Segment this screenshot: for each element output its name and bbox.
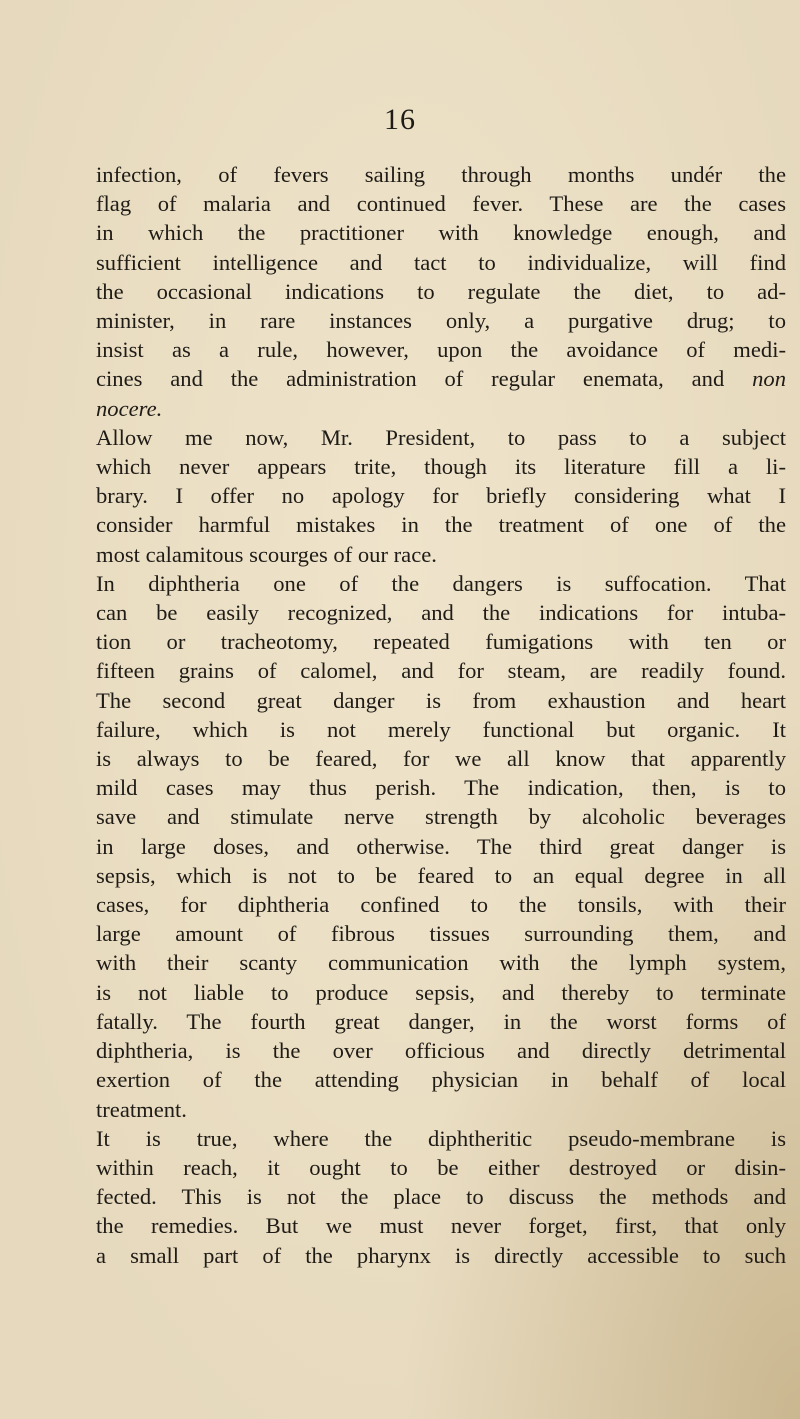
text-line: can be easily recognized, and the indications for intuba- — [96, 600, 786, 626]
text-line: with their scanty communication with the lymph system, — [96, 950, 786, 976]
text-line: diphtheria, is the over officious and directly detrimental — [96, 1038, 786, 1064]
text-line: fatally. The fourth great danger, in the worst forms of — [96, 1008, 786, 1034]
text-line: is not liable to produce sepsis, and thereby to terminate — [96, 979, 786, 1005]
text-line: failure, which is not merely functional but organic. It — [96, 716, 786, 742]
text-line: In diphtheria one of the dangers is suffocation. That — [96, 570, 786, 596]
text-line: mild cases may thus perish. The indication, then, is to — [96, 775, 786, 801]
text-line: minister, in rare instances only, a purgative drug; to — [96, 308, 786, 334]
text-line: flag of malaria and continued fever. These are the cases — [96, 191, 786, 217]
text-line: The second great danger is from exhaustion and heart — [96, 687, 786, 713]
text-line: tion or tracheotomy, repeated fumigations with ten or — [96, 629, 786, 655]
text-line: sufficient intelligence and tact to individualize, will find — [96, 249, 786, 275]
text-line: which never appears trite, though its literature fill a li- — [96, 454, 786, 480]
text-line: the occasional indications to regulate the diet, to ad- — [96, 278, 786, 304]
italic-phrase: non — [752, 366, 786, 392]
text-line: sepsis, which is not to be feared to an equal degree in all — [96, 862, 786, 888]
body-text — [96, 160, 786, 1270]
italic-line — [96, 394, 786, 423]
page-number: 16 — [384, 103, 416, 136]
text-line: in large doses, and otherwise. The third great danger is — [96, 833, 786, 859]
text-line: exertion of the attending physician in behalf of local — [96, 1067, 786, 1093]
text-line: fected. This is not the place to discuss the methods and — [96, 1184, 786, 1210]
text-line: insist as a rule, however, upon the avoidance of medi- — [96, 337, 786, 363]
italic-phrase: nocere. — [96, 395, 163, 421]
text-line: save and stimulate nerve strength by alcoholic beverages — [96, 804, 786, 830]
text-line: consider harmful mistakes in the treatment of one of the — [96, 512, 786, 538]
text-line: large amount of fibrous tissues surrounding them, and — [96, 921, 786, 947]
text-line: a small part of the pharynx is directly accessible to such — [96, 1242, 786, 1268]
text-line: infection, of fevers sailing through months undér the — [96, 162, 786, 187]
text-segment: cines and the administration of regular enemata, and — [96, 366, 725, 392]
text-line: the remedies. But we must never forget, first, that only — [96, 1213, 786, 1239]
text-line-with-italic — [96, 364, 786, 393]
text-line: fifteen grains of calomel, and for steam, are readily found. — [96, 658, 786, 684]
text-line: brary. I offer no apology for briefly considering what I — [96, 483, 786, 509]
text-line: Allow me now, Mr. President, to pass to a subject — [96, 424, 786, 450]
text-line: treatment. — [96, 1096, 187, 1122]
text-line: in which the practitioner with knowledge enough, and — [96, 220, 786, 246]
text-line: is always to be feared, for we all know that apparently — [96, 746, 786, 772]
text-line: cases, for diphtheria confined to the tonsils, with their — [96, 892, 786, 918]
text-line: It is true, where the diphtheritic pseudo-membrane is — [96, 1125, 786, 1151]
text-line: within reach, it ought to be either destroyed or disin- — [96, 1154, 786, 1180]
text-line: most calamitous scourges of our race. — [96, 541, 437, 567]
